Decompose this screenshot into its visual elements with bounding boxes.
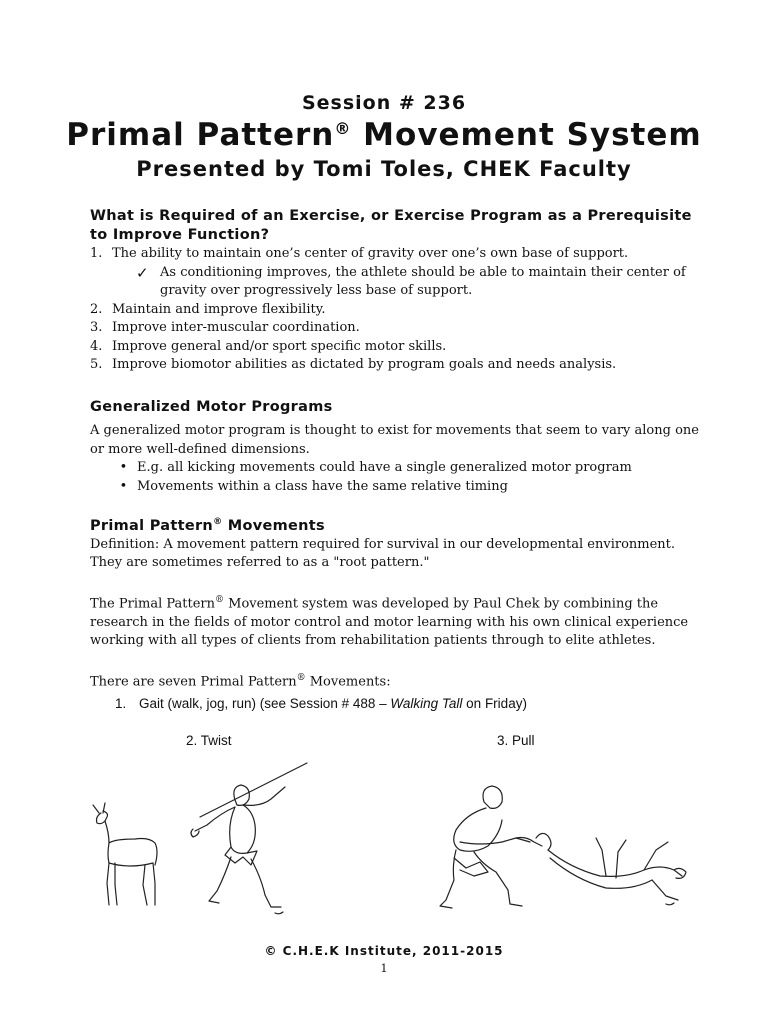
paragraph: There are seven Primal Pattern® Movements: (90, 672, 391, 689)
section-heading: What is Required of an Exercise, or Exercise Program as a Prerequisite to Improve Function? (90, 208, 692, 243)
numbered-list (90, 245, 705, 375)
deer-sketch (93, 803, 157, 905)
paragraph: A generalized motor program is thought to exist for movements that seem to vary along one or more well-defined dimensions. (90, 423, 699, 457)
session-number: Session # 236 (301, 92, 467, 114)
section-heading: Primal Pattern® Movements (90, 517, 325, 534)
presenter-line: Presented by Tomi Toles, CHEK Faculty (136, 157, 632, 181)
checkmark-icon: ✓ (136, 263, 149, 282)
section-generalized-motor-programs (90, 398, 705, 496)
list-item: 5. Improve biomotor abilities as dictated by program goals and needs analysis. (90, 357, 617, 372)
paragraph: The Primal Pattern® Movement system was developed by Paul Chek by combining the research in the fields of motor control and motor learning with his own clinical experience working with all types of clients from rehabilitation patients through to elite athletes. (90, 594, 689, 649)
bullet-item: • Movements within a class have the same relative timing (90, 478, 705, 497)
copyright: © C.H.E.K Institute, 2011-2015 (264, 944, 504, 958)
bullet-icon: • (119, 478, 128, 494)
list-item: 4. Improve general and/or sport specific motor skills. (90, 338, 447, 354)
definition: Definition: A movement pattern required for survival in our developmental environment. They are sometimes referred to as a "root pattern." (90, 536, 676, 571)
pull-illustration (430, 780, 690, 920)
pulling-man-sketch (440, 786, 542, 908)
page-title: Primal Pattern® Movement System (66, 117, 702, 153)
animal-carcass-sketch (536, 833, 686, 904)
list-item: 2. Maintain and improve flexibility. (90, 301, 326, 317)
section-prerequisites (90, 207, 705, 375)
spear-thrower-sketch (191, 763, 307, 914)
section-primal-pattern-movements (90, 513, 705, 691)
movement-gait: 1. Gait (walk, jog, run) (see Session # 488 – Walking Tall on Friday) (115, 696, 527, 711)
twist-illustration (85, 755, 340, 920)
section-heading: Generalized Motor Programs (90, 399, 333, 415)
bullet-icon: • (119, 460, 128, 475)
bullet-item: • E.g. all kicking movements could have a single generalized motor program (90, 459, 705, 478)
movement-twist-label: 2. Twist (186, 733, 232, 748)
page-number: 1 (380, 962, 388, 975)
list-item: 3. Improve inter-muscular coordination. (90, 320, 360, 335)
list-item: 1. The ability to maintain one’s center of gravity over one’s own base of support. (90, 246, 629, 261)
movement-pull-label: 3. Pull (497, 733, 535, 748)
sub-list-item: ✓ As conditioning improves, the athlete should be able to maintain their center of gravity over progressively less base of support. (90, 264, 705, 301)
